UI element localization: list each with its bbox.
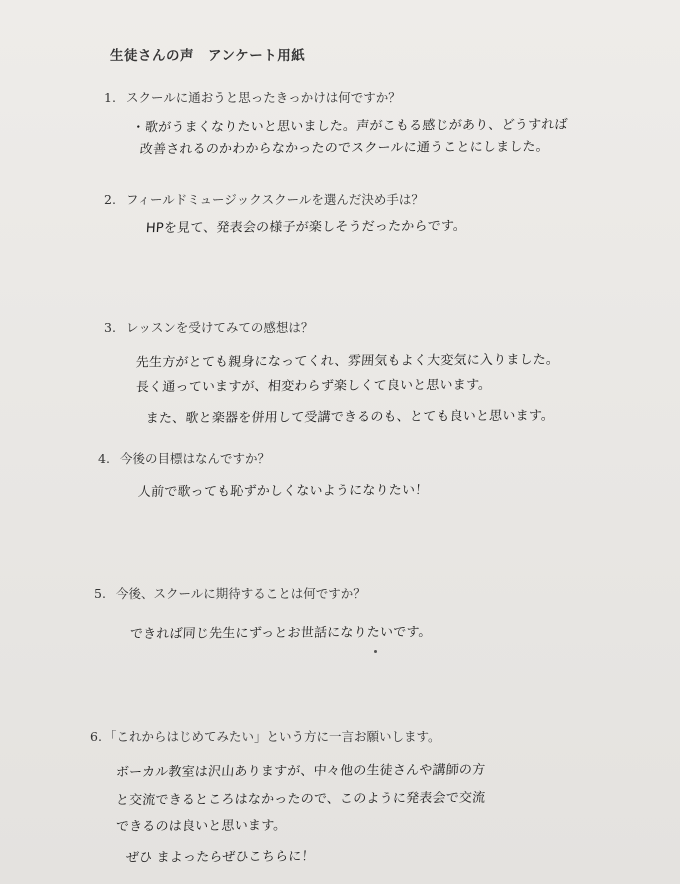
answer-line: 改善されるのかわからなかったのでスクールに通うことにしました。 (139, 139, 550, 158)
question-number: 2. (104, 192, 116, 207)
question-number: 1. (104, 90, 116, 105)
answer-line: できるのは良いと思います。 (115, 818, 287, 835)
question-number: 3. (104, 320, 116, 335)
question-6 (90, 727, 440, 745)
answer-line: 長く通っていますが、相変わらず楽しくて良いと思います。 (135, 377, 492, 396)
answer-line: また、歌と楽器を併用して受講できるのも、とても良いと思います。 (145, 408, 555, 427)
question-1 (104, 88, 401, 106)
question-text: 今後、スクールに期待することは何ですか？ (115, 586, 366, 601)
question-number: 6. (90, 729, 102, 744)
question-text: 今後の目標はなんですか？ (119, 451, 270, 466)
question-3 (104, 318, 313, 336)
answer-line: 人前で歌っても恥ずかしくないようになりたい！ (137, 482, 429, 501)
answer-line: ボーカル教室は沢山ありますが、中々他の生徒さんや講師の方 (115, 762, 486, 781)
question-5 (94, 584, 366, 602)
answer-line: ぜひ まよったらぜひこちらに！ (125, 849, 316, 866)
question-4 (98, 449, 270, 467)
question-text: レッスンを受けてみての感想は？ (125, 320, 314, 335)
pen-mark (374, 650, 377, 653)
question-number: 5. (94, 586, 106, 601)
page-title: 生徒さんの声 アンケート用紙 (110, 48, 306, 64)
answer-line: 先生方がとても親身になってくれ、雰囲気もよく大変気に入りました。 (135, 352, 560, 371)
answer-line: できれば同じ先生にずっとお世話になりたいです。 (129, 624, 433, 643)
answer-line: ・歌がうまくなりたいと思いました。声がこもる感じがあり、どうすれば (131, 117, 569, 136)
question-text: スクールに通おうと思ったきっかけは何ですか？ (125, 90, 401, 105)
answer-line: と交流できるところはなかったので、このように発表会で交流 (115, 790, 486, 809)
question-text: フィールドミュージックスクールを選んだ決め手は？ (125, 192, 424, 207)
answer-line: HPを見て、発表会の様子が楽しそうだったからです。 (145, 218, 467, 237)
question-2 (104, 190, 424, 208)
question-number: 4. (98, 451, 110, 466)
question-text: 「これからはじめてみたい」という方に一言お願いします。 (103, 729, 441, 744)
